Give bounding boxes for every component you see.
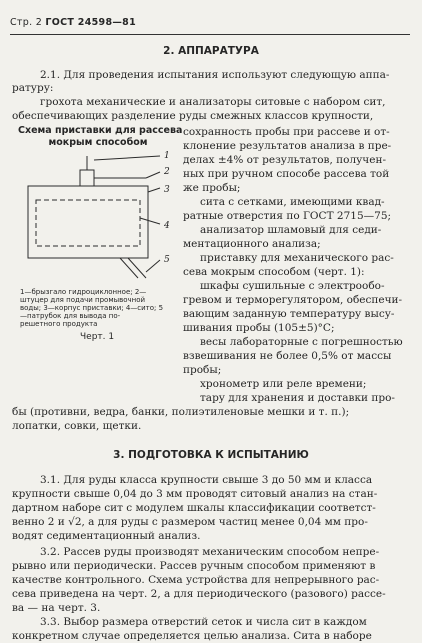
outlet-pipe-top [120,258,138,278]
right-line: же пробы; [183,182,241,194]
figure-caption-line-2: мокрым способом [48,137,148,148]
spray-nozzle [80,170,94,186]
wet-sieving-attachment-diagram [20,148,180,288]
legend-line: решетного продукта [20,320,98,328]
paragraph-line: бы (противни, ведра, банки, полиэтиленовые мешки и т. п.); [12,406,350,418]
leader-5 [146,260,160,272]
page-header [10,16,136,30]
right-line: шивания пробы (105±5)°С; [183,322,335,334]
right-line: сохранность пробы при рассеве и от- [183,126,390,138]
paragraph-line: обеспечивающих разделение руды смежных классов крупности, [12,110,374,122]
right-line: хронометр или реле времени; [200,378,367,390]
right-line: шкафы сушильные с электрообо- [200,280,385,292]
figure-caption-line-1: Схема приставки для рассева [18,125,183,136]
figure-legend [20,288,168,328]
right-line: пробы; [183,364,222,376]
right-line: взвешивания не более 0,5% от массы [183,350,392,362]
paragraph-line: грохота механические и анализаторы ситовые с набором сит, [40,96,386,108]
label-4: 4 [164,221,170,231]
outlet-pipe-bottom [128,258,146,278]
paragraph-line: 3.3. Выбор размера отверстий сеток и числа сит в каждом [40,616,367,628]
legend-line: воды; 3—корпус приставки; 4—сито; 5—патрубок для вывода по- [20,304,164,320]
right-line: сита с сетками, имеющими квад- [200,196,385,208]
leader-2 [146,172,160,178]
paragraph-line: 3.1. Для руды класса крупности свыше 3 до 50 мм и класса [40,474,373,486]
paragraph-line: ва — на черт. 3. [12,602,101,614]
section-3-title: 3. ПОДГОТОВКА К ИСПЫТАНИЮ [113,449,309,461]
label-5: 5 [164,255,170,265]
paragraph-line: качестве контрольного. Схема устройства для непрерывного рас- [12,574,380,586]
right-line: анализатор шламовый для седи- [200,224,382,236]
paragraph-line: дартном наборе сит с модулем шкалы классификации соответст- [12,502,376,514]
paragraph-line: 3.2. Рассев руды производят механическим способом непре- [40,546,380,558]
paragraph-line: рывно или периодически. Рассев ручным способом применяют в [12,560,376,572]
paragraph-line: лопатки, совки, щетки. [12,420,142,432]
label-2: 2 [164,167,170,177]
section-2-title: 2. АППАРАТУРА [163,45,259,57]
leader-1 [94,156,160,160]
paragraph-line: 2.1. Для проведения испытания используют следующую аппа- [40,69,390,81]
paragraph-line: конкретном случае определяется целью анализа. Сита в наборе [12,630,372,642]
paragraph-line: крупности свыше 0,04 до 3 мм проводят ситовый анализ на стан- [12,488,378,500]
right-line: тару для хранения и доставки про- [200,392,395,404]
right-line: весы лабораторные с погрешностью [200,336,403,348]
paragraph-line: ратуру: [12,82,54,94]
right-line: гревом и терморегулятором, обеспечи- [183,294,403,306]
legend-line: 1—брызгало гидроциклонное; 2— [20,288,147,296]
standard-number: ГОСТ 24598—81 [45,17,136,28]
legend-line: штуцер для подачи промывочной [20,296,146,304]
page-number: Стр. 2 [10,17,43,28]
right-line: клонение результатов анализа в пре- [183,140,392,152]
label-1: 1 [164,151,170,161]
leader-3 [148,188,160,192]
header-rule [10,34,410,35]
label-3: 3 [164,185,170,195]
right-line: ратные отверстия по ГОСТ 2715—75; [183,210,392,222]
figure-number: Черт. 1 [80,332,115,342]
sieve-outline [36,200,140,246]
paragraph-line: водят седиментационный анализ. [12,530,201,542]
right-line: вающим заданную температуру высу- [183,308,395,320]
leader-4 [140,218,160,224]
attachment-body [28,186,148,258]
right-line: ных при ручном способе рассева той [183,168,390,180]
right-line: сева мокрым способом (черт. 1): [183,266,365,278]
right-line: делах ±4% от результатов, получен- [183,154,387,166]
right-line: приставку для механического рас- [200,252,394,264]
paragraph-line: сева приведена на черт. 2, а для периодического (разового) рассе- [12,588,386,600]
right-line: ментационного анализа; [183,238,321,250]
paragraph-line: венно 2 и √2, а для руды с размером частиц менее 0,04 мм про- [12,516,368,528]
